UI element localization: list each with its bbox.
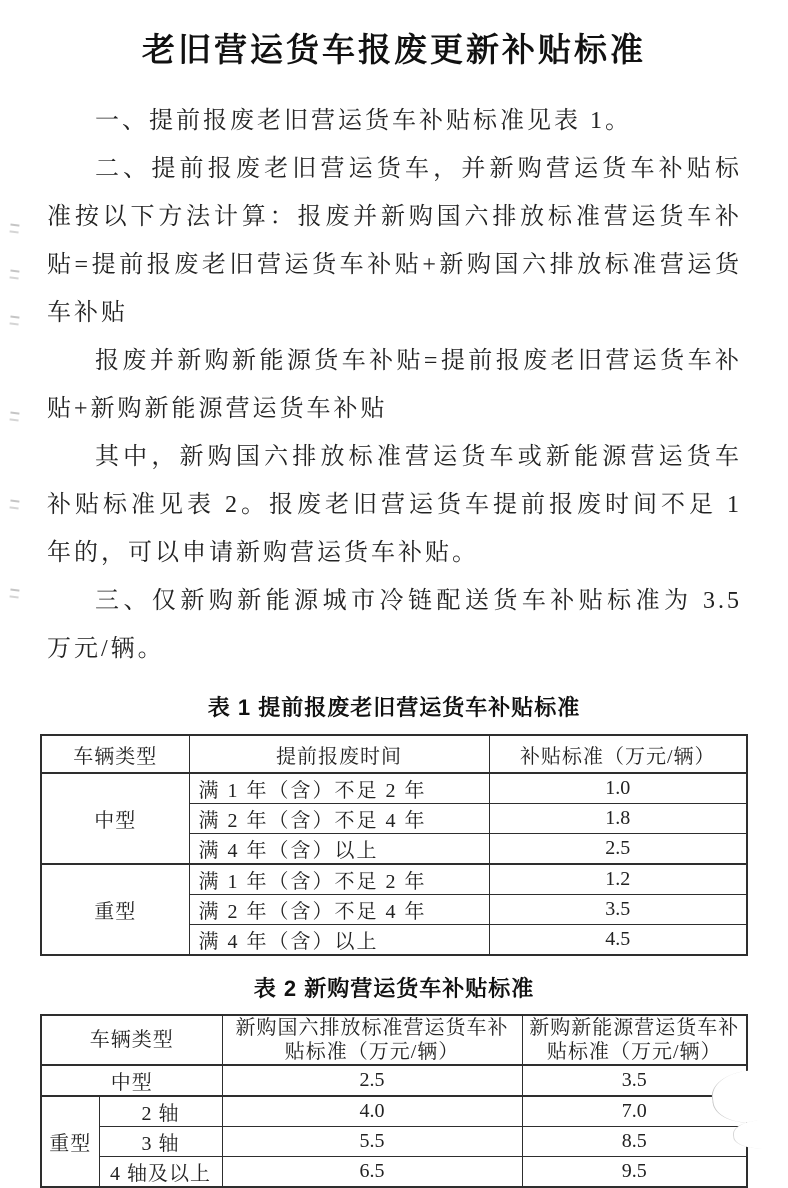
- table-row: [41, 773, 747, 804]
- table1-cell-time: 满 2 年（含）不足 4 年: [189, 895, 489, 925]
- table2-cell-guoliu: 6.5: [222, 1157, 522, 1188]
- table1-cell-value: 3.5: [489, 895, 747, 925]
- table1-cell-value: 1.0: [489, 773, 747, 804]
- table2-header-guoliu-subsidy: 新购国六排放标准营运货车补贴标准（万元/辆）: [222, 1015, 522, 1065]
- table1-cell-time: 满 4 年（含）以上: [189, 925, 489, 956]
- table2-cell-axle: 3 轴: [99, 1127, 222, 1157]
- table2-cell-nev: 3.5: [522, 1065, 747, 1096]
- table1-cell-value: 4.5: [489, 925, 747, 956]
- table2-header-nev-subsidy: 新购新能源营运货车补贴标准（万元/辆）: [522, 1015, 747, 1065]
- paragraph-4: 其中，新购国六排放标准营运货车或新能源营运货车补贴标准见表 2。报废老旧营运货车提前报废时间不足 1 年的，可以申请新购营运货车补贴。: [47, 444, 742, 566]
- table1-cell-time: 满 4 年（含）以上: [189, 834, 489, 865]
- table2-cell-nev: 9.5: [522, 1157, 747, 1188]
- table-row: [41, 864, 747, 895]
- table2-cell-axle: 4 轴及以上: [99, 1157, 222, 1188]
- table1-header-row: [41, 735, 747, 773]
- table2-caption: 表 2 新购营运货车补贴标准: [253, 976, 535, 1001]
- table2-cell-guoliu: 5.5: [222, 1127, 522, 1157]
- table1-header-vehicle-type: 车辆类型: [41, 735, 189, 773]
- paragraph-5: 三、仅新购新能源城市冷链配送货车补贴标准为 3.5 万元/辆。: [47, 588, 742, 662]
- scan-ghost-mark: [9, 315, 19, 325]
- table1-cell-value: 1.8: [489, 804, 747, 834]
- table1-cell-type-medium: 中型: [41, 773, 189, 864]
- table1-caption: 表 1 提前报废老旧营运货车补贴标准: [207, 695, 581, 720]
- table1-early-scrap-subsidy: [40, 734, 748, 956]
- page-title: 老旧营运货车报废更新补贴标准: [142, 31, 646, 68]
- paragraph-2: 二、提前报废老旧营运货车，并新购营运货车补贴标准按以下方法计算：报废并新购国六排放标准营运货车补贴=提前报废老旧营运货车补贴+新购国六排放标准营运货车补贴: [47, 156, 742, 326]
- scan-ghost-mark: [9, 499, 19, 509]
- table1-cell-value: 2.5: [489, 834, 747, 865]
- table-row: [41, 1065, 747, 1096]
- table1-cell-time: 满 1 年（含）不足 2 年: [189, 773, 489, 804]
- table2-cell-nev: 7.0: [522, 1096, 747, 1127]
- table-row: [41, 1127, 747, 1157]
- table2-cell-guoliu: 2.5: [222, 1065, 522, 1096]
- paragraph-1: 一、提前报废老旧营运货车补贴标准见表 1。: [95, 108, 632, 134]
- table1-cell-value: 1.2: [489, 864, 747, 895]
- table2-new-purchase-subsidy: [40, 1014, 748, 1188]
- table1-header-subsidy: 补贴标准（万元/辆）: [489, 735, 747, 773]
- table2-cell-nev: 8.5: [522, 1127, 747, 1157]
- table2-cell-axle: 2 轴: [99, 1096, 222, 1127]
- scan-ghost-mark: [9, 269, 19, 279]
- table2-header-row: [41, 1015, 747, 1065]
- table2-cell-type-medium: 中型: [41, 1065, 222, 1096]
- table-row: [41, 1157, 747, 1188]
- scan-ghost-mark: [9, 411, 19, 421]
- table1-cell-type-heavy: 重型: [41, 864, 189, 955]
- paragraph-3: 报废并新购新能源货车补贴=提前报废老旧营运货车补贴+新购新能源营运货车补贴: [47, 348, 742, 422]
- table2-header-vehicle-type: 车辆类型: [41, 1015, 222, 1065]
- table2-cell-type-heavy: 重型: [41, 1096, 99, 1187]
- body-text: [47, 97, 742, 673]
- table1-header-scrap-time: 提前报废时间: [189, 735, 489, 773]
- scan-ghost-mark: [9, 223, 19, 233]
- table-row: [41, 1096, 747, 1127]
- table2-cell-guoliu: 4.0: [222, 1096, 522, 1127]
- table1-cell-time: 满 1 年（含）不足 2 年: [189, 864, 489, 895]
- scan-ghost-mark: [9, 588, 19, 598]
- table1-cell-time: 满 2 年（含）不足 4 年: [189, 804, 489, 834]
